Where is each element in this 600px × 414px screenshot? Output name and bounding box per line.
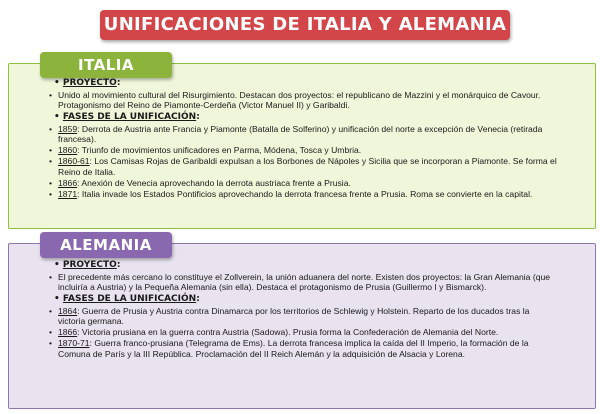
list-item: • 1866: Victoria prusiana en la guerra contra Austria (Sadowa). Prusia forma la Confederación de Alemania del Norte.: [48, 327, 558, 337]
alemania-fases-heading: • FASES DE LA UNIFICACIÓN:: [54, 293, 200, 304]
alemania-tab: ALEMANIA: [40, 232, 172, 258]
list-item: • 1859: Derrota de Austria ante Francia y Piamonte (Batalla de Solferino) y unificación del norte a excepción de Venecia (retirada francesa).: [48, 124, 558, 144]
italia-proyecto-heading: • PROYECTO:: [54, 78, 121, 88]
italia-tab: ITALIA: [40, 52, 172, 78]
alemania-proyecto-heading: • PROYECTO:: [54, 260, 121, 270]
list-item: • 1870-71: Guerra franco-prusiana (Telegrama de Ems). La derrota francesa implica la caída del II Imperio, la formación de la Comuna de París y la III República. Proclamación del II Reich Alemán y la adquisición de Alsacia y Lorena.: [48, 338, 558, 358]
italia-content: [48, 77, 558, 200]
italia-proyecto-text: • Unido al movimiento cultural del Risurgimiento. Destacan dos proyectos: el republicano de Mazzini y el monárquico de Cavour. Protagonismo del Reino de Piamonte-Cerdeña (Victor Manuel II) y Garibaldi.: [48, 90, 558, 110]
list-item: • 1864: Guerra de Prusia y Austria contra Dinamarca por los territorios de Schlewig y Holstein. Reparto de los ducados tras la victoria germana.: [48, 306, 558, 326]
alemania-content: [48, 259, 558, 360]
italia-fases-heading: • FASES DE LA UNIFICACIÓN:: [54, 111, 200, 122]
list-item: • 1871: Italia invade los Estados Pontificios aprovechando la derrota francesa frente a Prusia. Roma se convierte en la capital.: [48, 189, 558, 199]
page-title: UNIFICACIONES DE ITALIA Y ALEMANIA: [100, 10, 510, 40]
list-item: • 1860-61: Los Camisas Rojas de Garibaldi expulsan a los Borbones de Nápoles y Sicilia que se incorporan a Piamonte. Se forma el Reino de Italia.: [48, 156, 558, 176]
list-item: • 1860: Triunfo de movimientos unificadores en Parma, Módena, Tosca y Umbria.: [48, 145, 558, 155]
alemania-proyecto-text: • El precedente más cercano lo constituye el Zollverein, la unión aduanera del norte. Existen dos proyectos: la Gran Alemania (que incluiría a Austria) y la Pequeña Alemania (sin ella). Destaca el protagonismo de Prusia (Guillermo I y Bismarck).: [48, 272, 558, 292]
list-item: • 1866: Anexión de Venecia aprovechando la derrota austriaca frente a Prusia.: [48, 178, 558, 188]
